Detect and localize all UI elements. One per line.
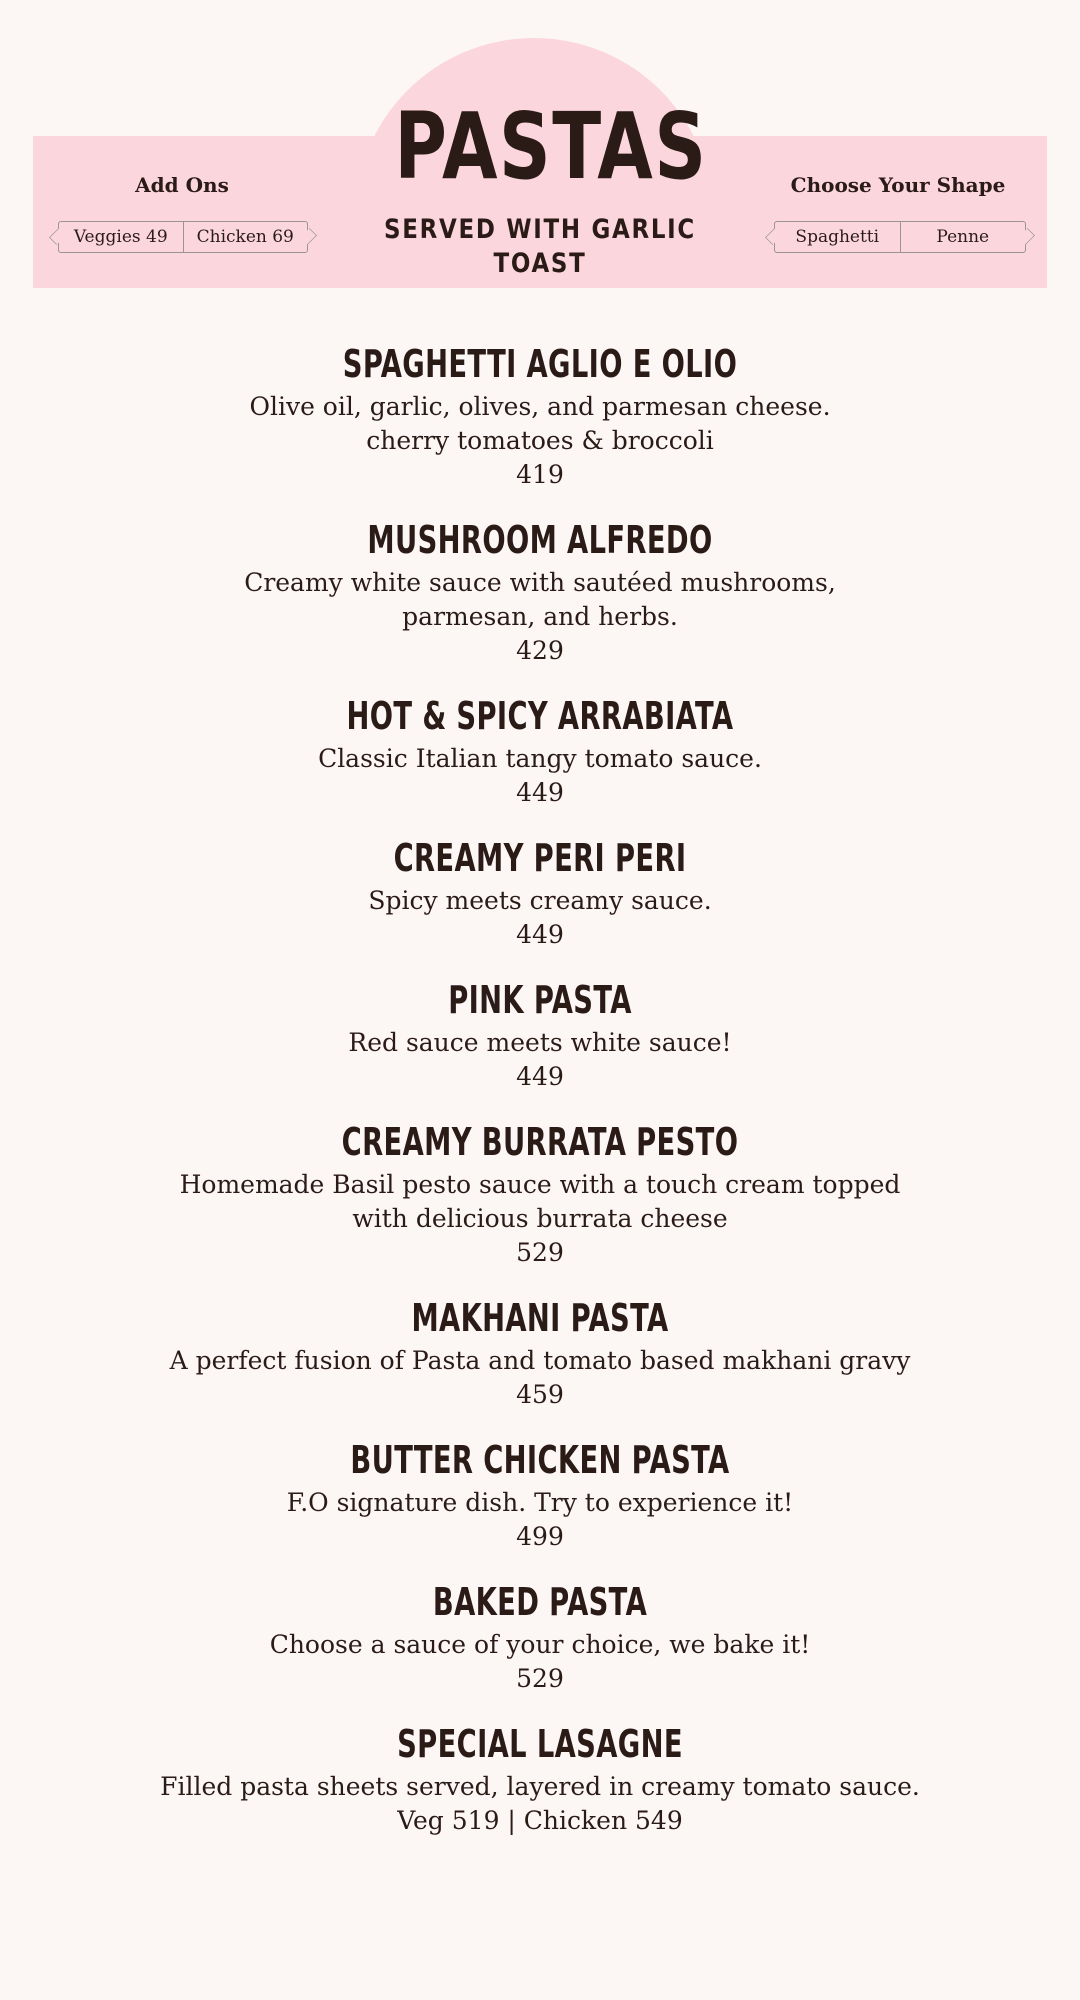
menu-item-price: 419 [516, 460, 564, 489]
menu-item-desc: cherry tomatoes & broccoli [366, 426, 714, 455]
menu-item-desc: A perfect fusion of Pasta and tomato based makhani gravy [169, 1346, 911, 1375]
shape-option-penne: Penne [900, 222, 1026, 252]
menu-item [90, 1718, 990, 1838]
addon-option-chicken: Chicken 69 [183, 222, 308, 252]
menu-item-price: 449 [516, 778, 564, 807]
menu-item [90, 514, 990, 668]
menu-item-desc: Olive oil, garlic, olives, and parmesan cheese. [249, 392, 831, 421]
menu-item [90, 338, 990, 492]
menu-item-price: Veg 519 | Chicken 549 [397, 1806, 683, 1835]
menu-item [90, 1576, 990, 1696]
menu-item [90, 1116, 990, 1270]
menu-item-desc: Homemade Basil pesto sauce with a touch cream topped [179, 1170, 901, 1199]
menu-item-name: CREAMY PERI PERI [393, 836, 687, 880]
menu-list [90, 338, 990, 1860]
menu-item-desc: Filled pasta sheets served, layered in creamy tomato sauce. [160, 1772, 920, 1801]
menu-item [90, 690, 990, 810]
menu-item-name: MUSHROOM ALFREDO [367, 518, 713, 562]
page-subtitle: SERVED WITH GARLIC TOAST [384, 214, 696, 279]
menu-item-name: CREAMY BURRATA PESTO [341, 1120, 739, 1164]
menu-item-name: MAKHANI PASTA [411, 1296, 669, 1340]
menu-item-desc: F.O signature dish. Try to experience it! [286, 1488, 794, 1517]
menu-item [90, 1434, 990, 1554]
menu-item-desc: Creamy white sauce with sautéed mushrooms, [244, 568, 836, 597]
addons-title: Add Ons [135, 173, 229, 197]
menu-item-name: PINK PASTA [448, 978, 632, 1022]
menu-item-name: BAKED PASTA [432, 1580, 648, 1624]
menu-item-name: BUTTER CHICKEN PASTA [350, 1438, 730, 1482]
menu-item [90, 974, 990, 1094]
shape-options [774, 221, 1026, 253]
menu-item [90, 1292, 990, 1412]
addons-options [58, 221, 308, 253]
menu-item-price: 449 [516, 1062, 564, 1091]
menu-item-desc: Red sauce meets white sauce! [348, 1028, 732, 1057]
menu-item-price: 529 [516, 1238, 564, 1267]
menu-item-desc: parmesan, and herbs. [402, 602, 678, 631]
menu-item-price: 459 [516, 1380, 564, 1409]
shape-title: Choose Your Shape [790, 173, 1006, 197]
menu-item-desc: Classic Italian tangy tomato sauce. [318, 744, 762, 773]
menu-item [90, 832, 990, 952]
menu-item-price: 429 [516, 636, 564, 665]
page-title: PASTAS [394, 93, 708, 200]
menu-item-price: 529 [516, 1664, 564, 1693]
addon-option-veggies: Veggies 49 [73, 227, 168, 247]
shape-option-spaghetti: Spaghetti [795, 227, 880, 247]
menu-item-price: 499 [516, 1522, 564, 1551]
menu-item-name: SPECIAL LASAGNE [397, 1722, 683, 1766]
menu-item-desc: Choose a sauce of your choice, we bake it! [269, 1630, 811, 1659]
menu-item-desc: with delicious burrata cheese [352, 1204, 728, 1233]
menu-item-desc: Spicy meets creamy sauce. [368, 886, 712, 915]
menu-item-name: HOT & SPICY ARRABIATA [346, 694, 734, 738]
menu-item-name: SPAGHETTI AGLIO E OLIO [342, 342, 738, 386]
menu-item-price: 449 [516, 920, 564, 949]
